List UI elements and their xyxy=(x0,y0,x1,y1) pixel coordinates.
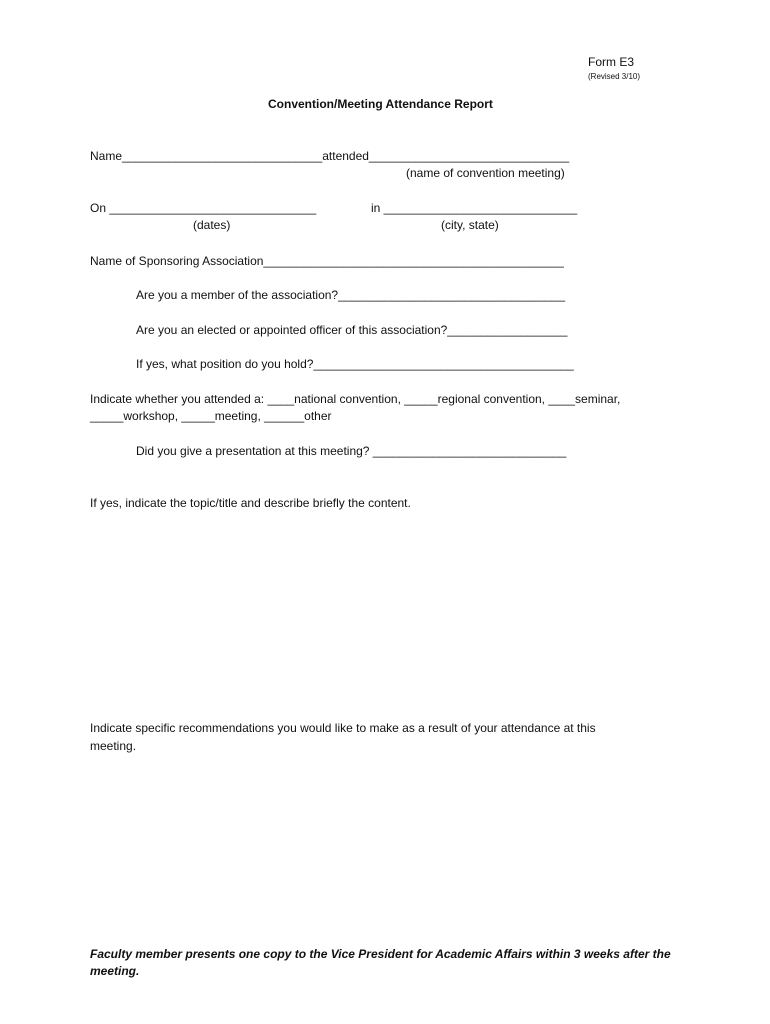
officer-question[interactable]: Are you an elected or appointed officer of this association?__________________ xyxy=(136,323,568,337)
position-question[interactable]: If yes, what position do you hold?_______________________________________ xyxy=(136,357,574,371)
member-question[interactable]: Are you a member of the association?__________________________________ xyxy=(136,288,566,302)
recommendations-prompt-2: meeting. xyxy=(90,739,137,753)
revision-note: (Revised 3/10) xyxy=(588,72,641,81)
page-title: Convention/Meeting Attendance Report xyxy=(268,97,493,111)
attendance-type-line-2[interactable]: _____workshop, _____meeting, ______other xyxy=(90,409,332,423)
attendance-type-line-1[interactable]: Indicate whether you attended a: ____national convention, _____regional convention, ____seminar, xyxy=(90,392,621,406)
convention-caption: (name of convention meeting) xyxy=(406,166,565,180)
city-caption: (city, state) xyxy=(441,218,499,232)
name-attended-field[interactable]: Name______________________________attended______________________________ xyxy=(90,149,570,163)
dates-field[interactable]: On _______________________________ xyxy=(90,201,317,215)
sponsor-field[interactable]: Name of Sponsoring Association_____________________________________________ xyxy=(90,254,564,268)
topic-prompt: If yes, indicate the topic/title and describe briefly the content. xyxy=(90,496,411,510)
footer-note: Faculty member presents one copy to the Vice President for Academic Affairs within 3 weeks after the meeting. xyxy=(90,947,671,978)
form-id: Form E3 xyxy=(588,55,635,69)
presentation-question[interactable]: Did you give a presentation at this meeting? _____________________________ xyxy=(136,444,567,458)
recommendations-prompt-1: Indicate specific recommendations you would like to make as a result of your attendance at this xyxy=(90,721,596,735)
location-field[interactable]: in _____________________________ xyxy=(371,201,578,215)
dates-caption: (dates) xyxy=(193,218,231,232)
